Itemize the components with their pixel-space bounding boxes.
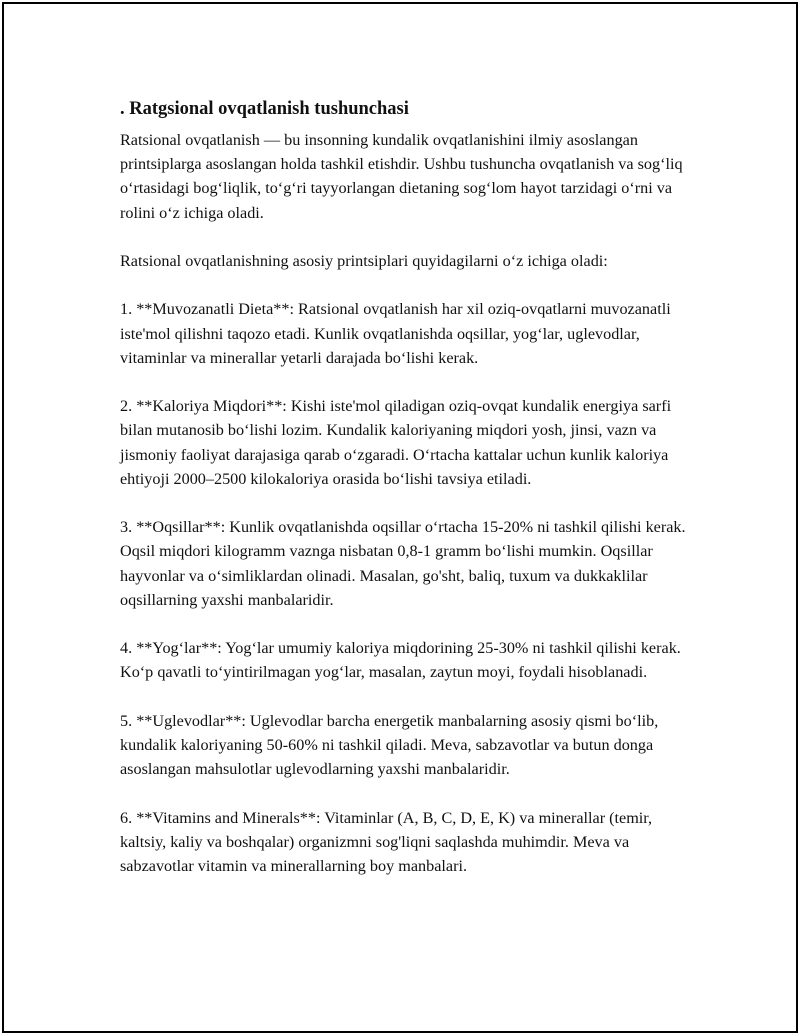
paragraph-proteins: 3. **Oqsillar**: Kunlik ovqatlanishda oqsillar o‘rtacha 15-20% ni tashkil qilishi kerak. Oqsil miqdori kilogramm vaznga nisbatan 0,8-1 gramm bo‘lishi mumkin. Oqsillar hayvonlar va o‘simliklardan olinadi. Masalan, go'sht, baliq, tuxum va dukkaklilar oqsillarning yaxshi manbalaridir. [120, 518, 686, 609]
paragraph-carbohydrates: 5. **Uglevodlar**: Uglevodlar barcha energetik manbalarning asosiy qismi bo‘lib, kundalik kaloriyaning 50-60% ni tashkil qiladi. Meva, sabzavotlar va butun donga asoslangan mahsulotlar uglevodlarning yaxshi manbalaridir. [120, 711, 659, 779]
paragraph-intro: Ratsional ovqatlanish — bu insonning kundalik ovqatlanishini ilmiy asoslangan printsiplarga asoslangan holda tashkil etishdir. Ushbu tushuncha ovqatlanish va sog‘liq o‘rtasidagi bog‘liqlik, to‘g‘ri tayyorlangan dietaning sog‘lom hayot tarzidagi o‘rni va rolini o‘z ichiga oladi. [120, 131, 683, 222]
paragraph-balanced-diet: 1. **Muvozanatli Dieta**: Ratsional ovqatlanish har xil oziq-ovqatlarni muvozanatli iste'mol qilishni taqozo etadi. Kunlik ovqatlanishda oqsillar, yog‘lar, uglevodlar, vitaminlar va minerallar yetarli darajada bo‘lishi kerak. [120, 300, 671, 367]
paragraph-principles-lead: Ratsional ovqatlanishning asosiy printsiplari quyidagilarni o‘z ichiga oladi: [120, 252, 608, 270]
paragraph-calories: 2. **Kaloriya Miqdori**: Kishi iste'mol qiladigan oziq-ovqat kundalik energiya sarfi bilan mutanosib bo‘lishi lozim. Kundalik kaloriyaning miqdori yosh, jinsi, vazn va jismoniy faoliyat darajasiga qarab o‘zgaradi. O‘rtacha kattalar uchun kunlik kaloriya ehtiyoji 2000–2500 kilokaloriya orasida bo‘lishi tavsiya etiladi. [120, 397, 672, 488]
document-body [120, 96, 700, 902]
paragraph-vitamins-minerals: 6. **Vitamins and Minerals**: Vitaminlar (A, B, C, D, E, K) va minerallar (temir, kaltsiy, kaliy va boshqalar) organizmni sog'liqni saqlashda muhimdir. Meva va sabzavotlar vitamin va minerallarning boy manbalari. [120, 808, 653, 875]
paragraph-fats: 4. **Yog‘lar**: Yog‘lar umumiy kaloriya miqdorining 25-30% ni tashkil qilishi kerak. Ko‘p qavatli to‘yintirilmagan yog‘lar, masalan, zaytun moyi, foydali hisoblanadi. [120, 639, 681, 682]
document-page [2, 2, 798, 1033]
document-title: . Ratgsional ovqatlanish tushunchasi [120, 99, 409, 119]
